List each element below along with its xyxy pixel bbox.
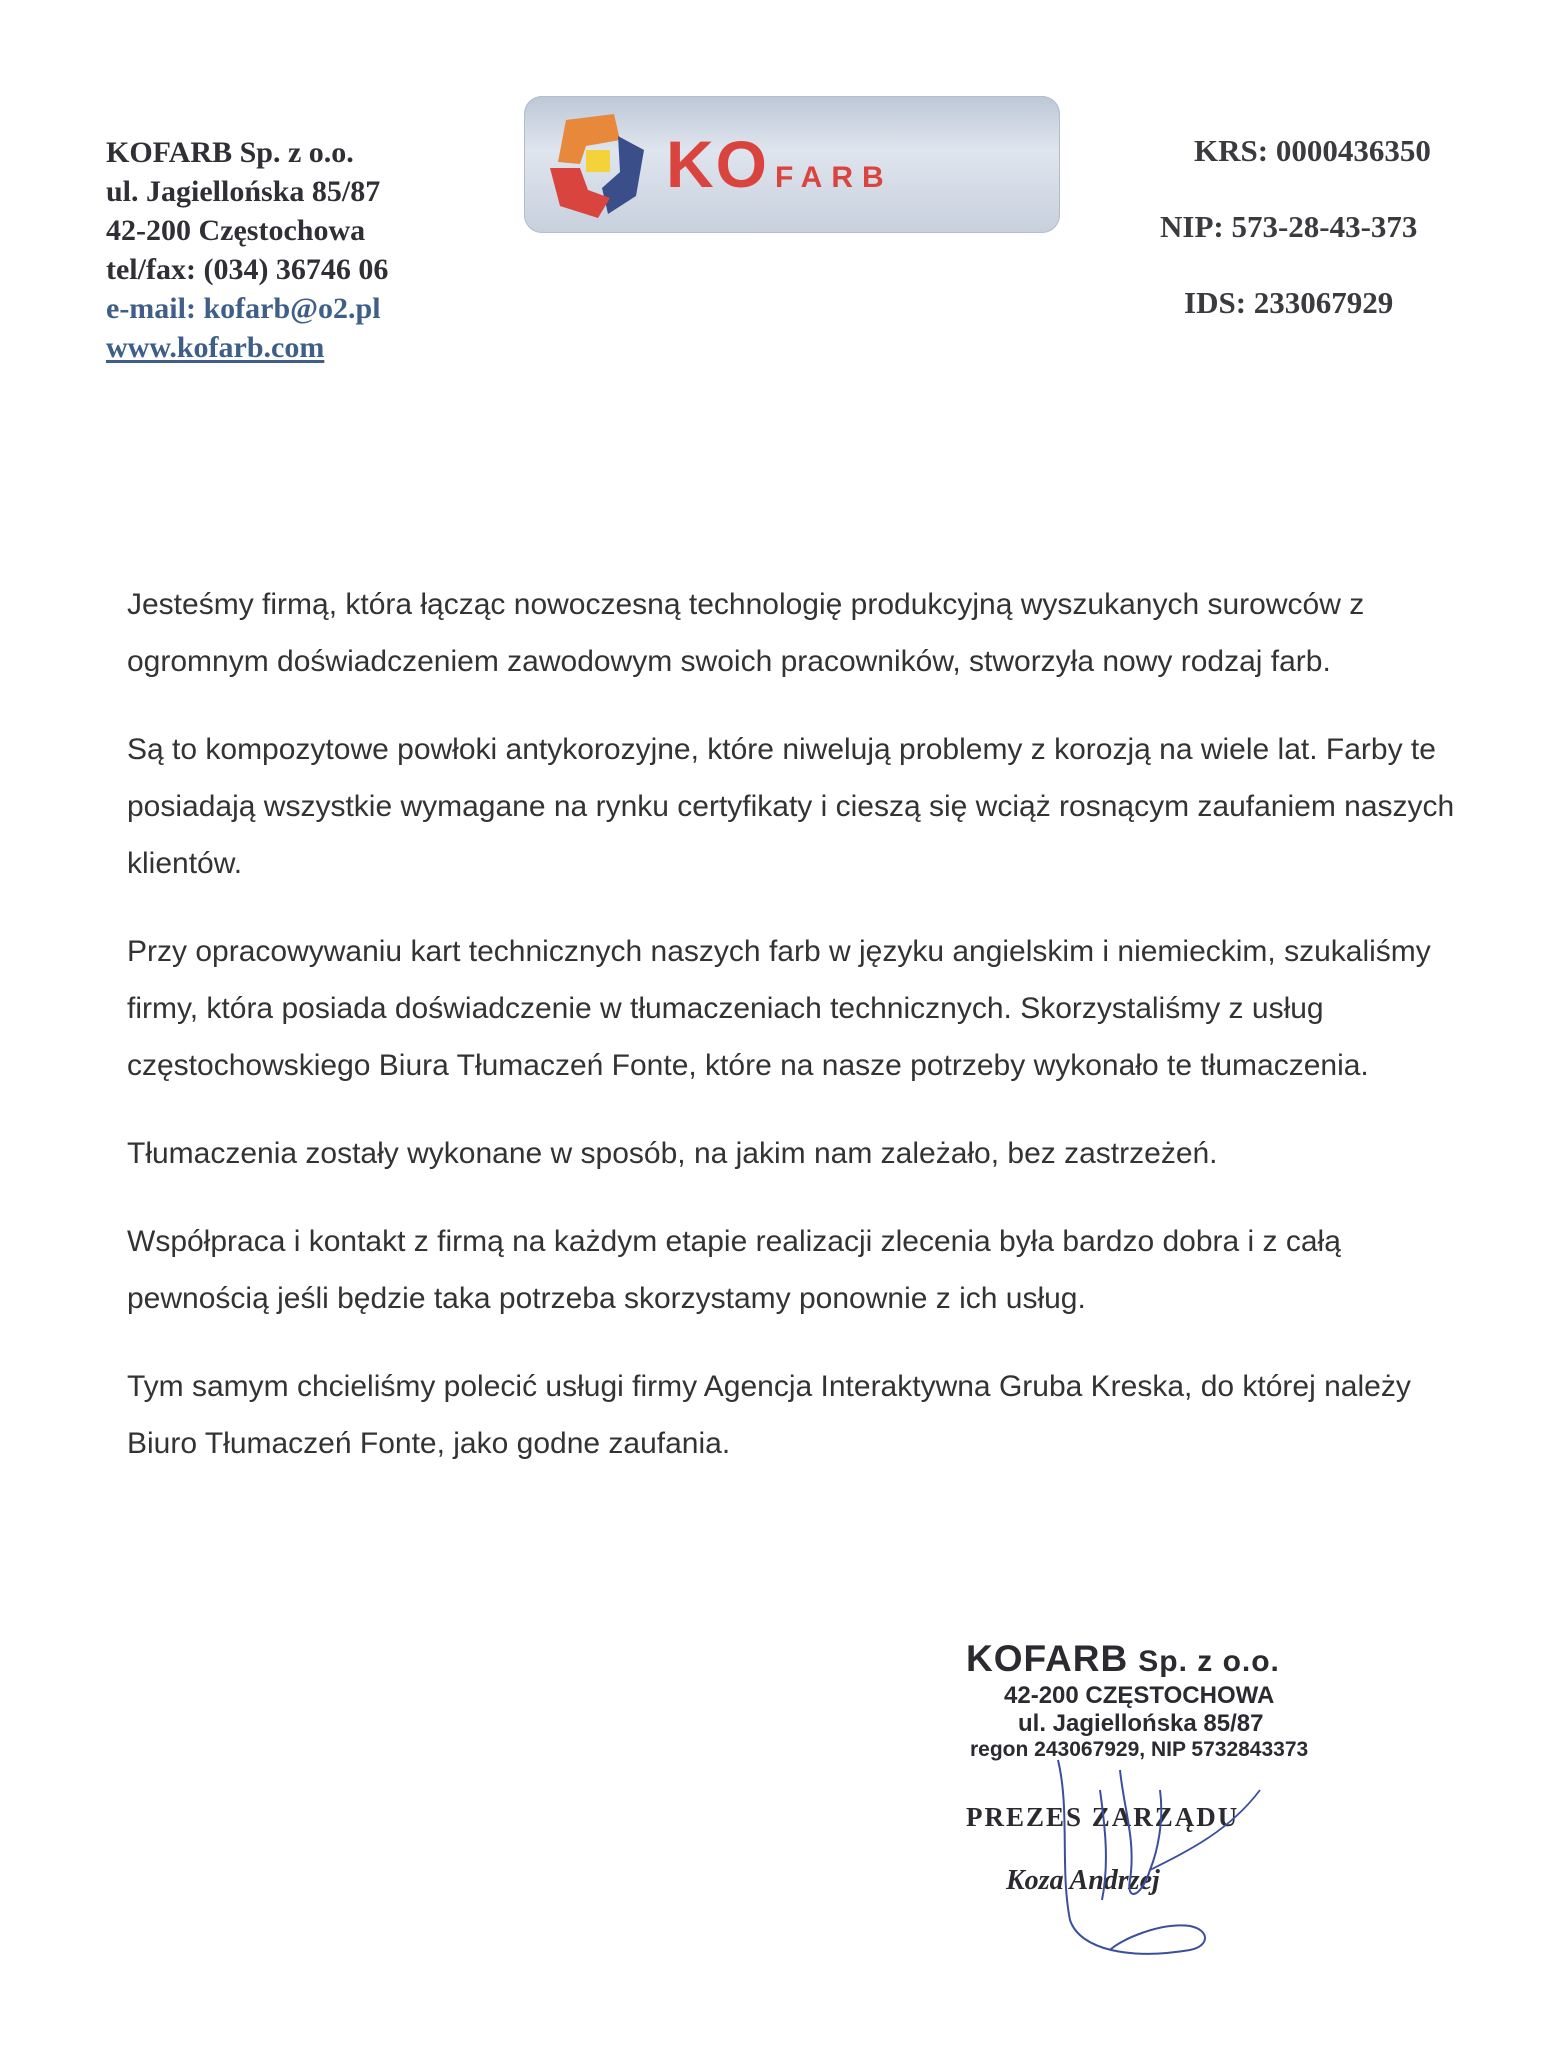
handwritten-signature xyxy=(1040,1750,1280,1970)
sender-email[interactable]: e-mail: kofarb@o2.pl xyxy=(106,292,381,325)
stamp-company xyxy=(966,1638,1346,1680)
sender-company-name: KOFARB Sp. z o.o. xyxy=(106,136,354,169)
stamp-regon-nip: regon 243067929, NIP 5732843373 xyxy=(970,1738,1309,1761)
ids-number: IDS: 233067929 xyxy=(1184,285,1394,320)
company-logo xyxy=(524,96,1060,233)
body-paragraph: Tłumaczenia zostały wykonane w sposób, na jakim nam zależało, bez zastrzeżeń. xyxy=(127,1137,1218,1170)
stamp-role: PREZES ZARZĄDU xyxy=(966,1802,1240,1832)
sender-city: 42-200 Częstochowa xyxy=(106,214,366,247)
body-paragraph: Przy opracowywaniu kart technicznych naszych farb w języku angielskim i niemieckim, szukaliśmy firmy, która posiada doświadczenie w tłumaczeniach technicznych. Skorzystaliśmy z usług częstochowskiego Biura Tłumaczeń Fonte, które na nasze potrzeby wykonało te tłumaczenia. xyxy=(127,935,1431,1082)
stamp-city: 42-200 CZĘSTOCHOWA xyxy=(1004,1682,1275,1709)
sender-street: ul. Jagiellońska 85/87 xyxy=(106,175,381,208)
body-paragraph: Współpraca i kontakt z firmą na każdym etapie realizacji zlecenia była bardzo dobra i z całą pewnością jeśli będzie taka potrzeba skorzystamy ponownie z ich usług. xyxy=(127,1225,1341,1315)
sender-website-link[interactable]: www.kofarb.com xyxy=(106,331,325,364)
letter-body xyxy=(127,576,1467,1503)
body-paragraph: Jesteśmy firmą, która łącząc nowoczesną technologię produkcyjną wyszukanych surowców z ogromnym doświadczeniem zawodowym swoich pracowników, stworzyła nowy rodzaj farb. xyxy=(127,588,1365,678)
stamp-street: ul. Jagiellońska 85/87 xyxy=(1018,1710,1264,1737)
sender-telfax: tel/fax: (034) 36746 06 xyxy=(106,253,389,286)
registry-numbers xyxy=(1160,133,1480,361)
logo-wordmark-farb: FARB xyxy=(775,161,893,194)
body-paragraph: Są to kompozytowe powłoki antykorozyjne, które niwelują problemy z korozją na wiele lat. Farby te posiadają wszystkie wymagane na rynku certyfikaty i cieszą się wciąż rosnącym zaufaniem naszych klientów. xyxy=(127,733,1455,880)
logo-wordmark-ko: KO xyxy=(666,127,769,201)
body-paragraph: Tym samym chcieliśmy polecić usługi firmy Agencja Interaktywna Gruba Kreska, do której należy Biuro Tłumaczeń Fonte, jako godne zaufania. xyxy=(127,1370,1411,1460)
logo-emblem-icon xyxy=(536,106,656,221)
stamp-company-name: KOFARB xyxy=(966,1638,1129,1679)
sender-address-block xyxy=(106,133,388,367)
logo-wordmark xyxy=(666,126,893,202)
krs-number: KRS: 0000436350 xyxy=(1194,133,1431,168)
nip-number: NIP: 573-28-43-373 xyxy=(1160,209,1418,244)
stamp-signatory-name: Koza Andrzej xyxy=(1006,1865,1160,1896)
stamp-company-suffix: Sp. z o.o. xyxy=(1138,1645,1280,1678)
